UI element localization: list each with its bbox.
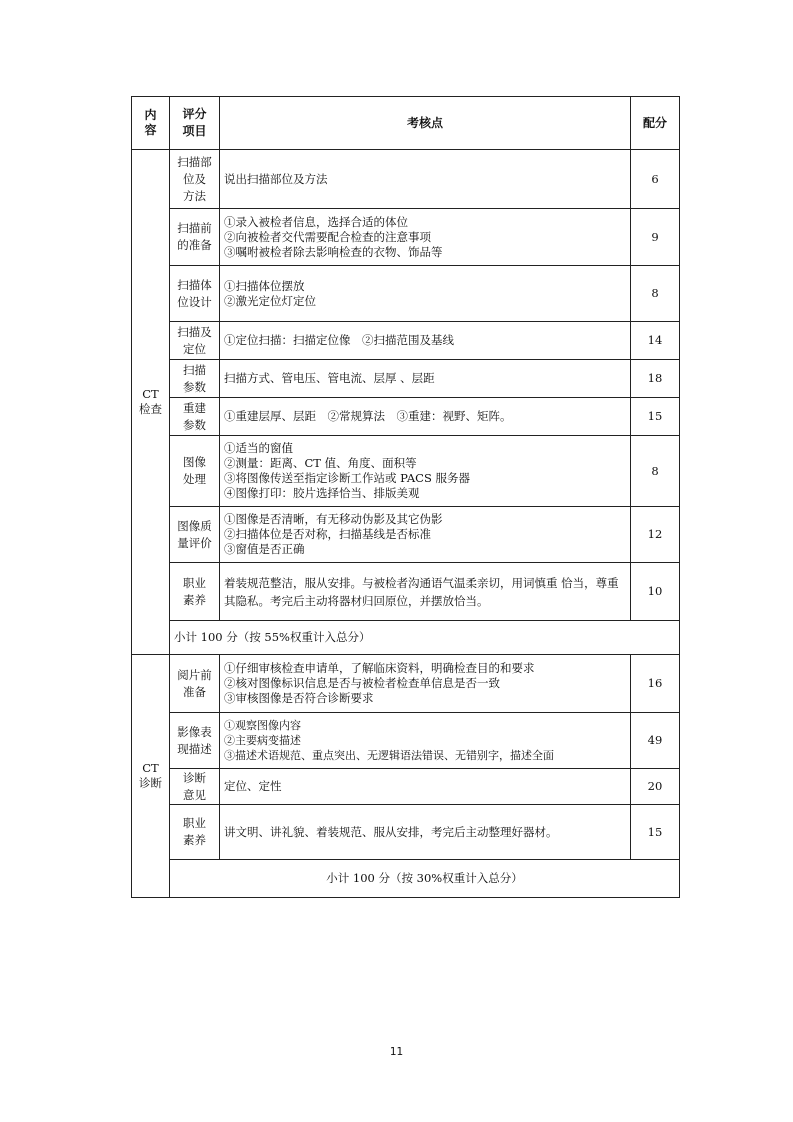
row-score: 16	[631, 655, 680, 713]
table-row	[132, 150, 680, 209]
table-row	[132, 655, 680, 713]
row-points: ①重建层厚、层距 ②常规算法 ③重建：视野、矩阵。	[220, 398, 631, 436]
header-score: 配分	[631, 97, 680, 150]
row-item: 扫描 参数	[170, 360, 220, 398]
page-number: 11	[389, 1046, 404, 1058]
row-points: 说出扫描部位及方法	[220, 150, 631, 209]
table-row	[132, 322, 680, 360]
row-item: 影像表 现描述	[170, 713, 220, 769]
row-points: ①录入被检者信息，选择合适的体位 ②向被检者交代需要配合检查的注意事项 ③嘱咐被检者除去影响检查的衣物、饰品等	[220, 209, 631, 266]
row-score: 8	[631, 436, 680, 507]
scoring-table	[131, 96, 680, 898]
row-score: 6	[631, 150, 680, 209]
table-row	[132, 563, 680, 621]
table-row	[132, 436, 680, 507]
table-row	[132, 507, 680, 563]
row-item: 图像 处理	[170, 436, 220, 507]
table-row	[132, 713, 680, 769]
row-points: ①仔细审核检查申请单，了解临床资料，明确检查目的和要求 ②核对图像标识信息是否与被检者检查单信息是否一致 ③审核图像是否符合诊断要求	[220, 655, 631, 713]
table-row	[132, 266, 680, 322]
header-item: 评分 项目	[170, 97, 220, 150]
section-label-ct-diagnosis: CT 诊断	[132, 655, 170, 898]
row-points: ①扫描体位摆放 ②激光定位灯定位	[220, 266, 631, 322]
row-points: 定位、定性	[220, 769, 631, 805]
row-score: 18	[631, 360, 680, 398]
row-score: 8	[631, 266, 680, 322]
row-item: 扫描体 位设计	[170, 266, 220, 322]
subtotal-text: 小计 100 分（按 30%权重计入总分）	[170, 860, 680, 898]
table-header-row	[132, 97, 680, 150]
row-item: 阅片前 准备	[170, 655, 220, 713]
row-score: 49	[631, 713, 680, 769]
row-points: ①定位扫描：扫描定位像 ②扫描范围及基线	[220, 322, 631, 360]
row-points: 讲文明、讲礼貌、着装规范、服从安排，考完后主动整理好器材。	[220, 805, 631, 860]
subtotal-row	[132, 860, 680, 898]
row-item: 重建 参数	[170, 398, 220, 436]
row-points: ①观察图像内容 ②主要病变描述 ③描述术语规范、重点突出、无逻辑语法错误、无错别字，描述全面	[220, 713, 631, 769]
row-score: 15	[631, 805, 680, 860]
row-score: 20	[631, 769, 680, 805]
row-score: 9	[631, 209, 680, 266]
row-points: ①适当的窗值 ②测量：距离、CT 值、角度、面积等 ③将图像传送至指定诊断工作站或 PACS 服务器 ④图像打印：胶片选择恰当、排版美观	[220, 436, 631, 507]
row-score: 10	[631, 563, 680, 621]
row-points: 着装规范整洁，服从安排。与被检者沟通语气温柔亲切，用词慎重 恰当，尊重其隐私。考完后主动将器材归回原位，并摆放恰当。	[220, 563, 631, 621]
table-row	[132, 209, 680, 266]
row-item: 扫描及 定位	[170, 322, 220, 360]
header-content: 内 容	[132, 97, 170, 150]
row-item: 职业 素养	[170, 563, 220, 621]
row-item: 诊断 意见	[170, 769, 220, 805]
header-point: 考核点	[220, 97, 631, 150]
row-item: 职业 素养	[170, 805, 220, 860]
row-points: ①图像是否清晰，有无移动伪影及其它伪影 ②扫描体位是否对称，扫描基线是否标准 ③窗值是否正确	[220, 507, 631, 563]
row-item: 图像质 量评价	[170, 507, 220, 563]
row-score: 15	[631, 398, 680, 436]
table-row	[132, 398, 680, 436]
table-row	[132, 805, 680, 860]
row-item: 扫描部 位及 方法	[170, 150, 220, 209]
row-score: 12	[631, 507, 680, 563]
row-item: 扫描前 的准备	[170, 209, 220, 266]
section-label-ct-exam: CT 检查	[132, 150, 170, 655]
subtotal-text: 小计 100 分（按 55%权重计入总分）	[170, 621, 680, 655]
table-row	[132, 769, 680, 805]
subtotal-row	[132, 621, 680, 655]
row-points: 扫描方式、管电压、管电流、层厚 、层距	[220, 360, 631, 398]
row-score: 14	[631, 322, 680, 360]
table-row	[132, 360, 680, 398]
